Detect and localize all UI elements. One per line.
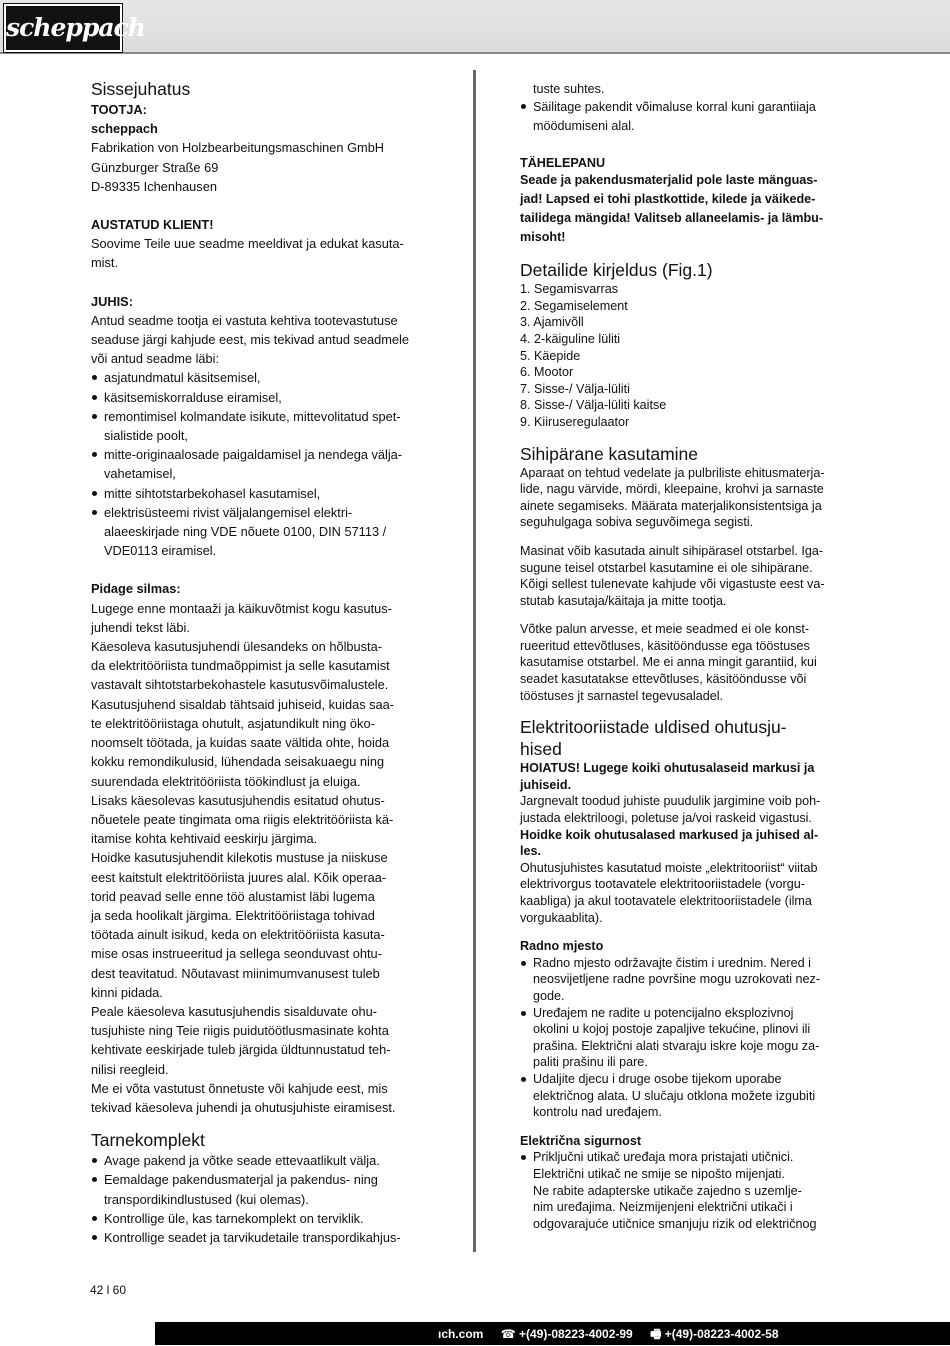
delivery-list — [91, 1151, 436, 1247]
workplace-list — [520, 955, 865, 1121]
note-line: Antud seadme tootja ei vastuta kehtiva tootevastutuse — [91, 312, 398, 328]
safety-keep-bold: Hoidke koik ohutusalased markused ja juhised al- les. — [520, 827, 819, 859]
brand-logo: scheppach — [4, 4, 122, 52]
observe-label: Pidage silmas: — [91, 581, 181, 597]
header-band — [0, 0, 950, 54]
list-item: Eemaldage pakendusmaterjal ja pakendus- ning transpordikindlustused (kui olemas). — [91, 1170, 436, 1208]
list-item: elektrisüsteemi rivist väljalangemisel elektri- alaeeskirjade ning VDE nõuete 0100, DIN 57113 / VDE0113 eiramisel. — [91, 503, 436, 561]
list-item: Avage pakend ja võtke seade ettevaatlikult välja. — [91, 1151, 436, 1170]
intended-paragraph: Masinat võib kasutada ainult sihipärasel otstarbel. Iga- sugune teisel otstarbel kasutamine ei ole sihipärane. Kõigi sellest tulenevate kahjude või vigastuste eest va- stutab kasutaja/käitaja ja mitte tootja. — [520, 543, 825, 608]
section-title-intended-use: Sihipärane kasutamine — [520, 443, 699, 464]
section-title-intro: Sissejuhatus — [91, 79, 191, 99]
list-item: 7. Sisse-/ Välja-lüliti — [520, 381, 630, 396]
intended-paragraph: Aparaat on tehtud vedelate ja pulbriliste ehitusmaterja- lide, nagu värvide, mördi, kleepaine, krohvi ja sarnaste ainete segamiseks. Määrata materjalikonsistentsiga ja seguhulgaga sobiva seguvõimega segisti. — [520, 465, 825, 530]
note-line: või antud seadme läbi: — [91, 351, 220, 367]
list-item: 9. Kiiruseregulaator — [520, 414, 630, 429]
manufacturer-name: scheppach — [91, 121, 158, 137]
intended-paragraph: Võtke palun arvesse, et meie seadmed ei ole konst- rueeritud ettevõtluses, käsitööndusse ega tööstuses kasutamise otstarbel. Me ei anna mingit garantiid, kui seadet kasutatakse ettevõtluses, käsitööndusse või tööstuses jt sarnastel tegevusaladel. — [520, 622, 817, 703]
list-item: remontimisel kolmandate isikute, mittevolitatud spet- sialistide poolt, — [91, 407, 436, 445]
page-number: 42 l 60 — [90, 1283, 127, 1297]
note-list — [91, 368, 436, 560]
observe-text: Lugege enne montaaži ja käikuvõtmist kogu kasutus- juhendi tekst läbi. Käesoleva kasutusjuhendi ülesandeks on hõlbusta- da elektritööriista tundmaõppimist ja selle kasutamist vastavalt sihtotstarbekohastele kasutusvõimalustele. Kasutusjuhend sisaldab tähtsaid juhiseid, kuidas saa- te elektritööriistaga ohutult, asjatundikult ning öko- noomselt töötada, ja kuidas saate vältida ohte, hoida kokku remondikulusid, lühendada seisakuaegu ning suurendada elektritööriista töökindlust ja eluiga. Lisaks käesolevas kasutusjuhendis esitatud ohutus- nõuetele peate tingimata oma riigis elektritööriista kä- itamise kohta kehtivaid eeskirju järgima. Hoidke kasutusjuhendit kilekotis mustuse ja niiskuse eest kaitstult elektritööriista juures alal. Kõik operaa- torid peavad selle enne töö alustamist läbi lugema ja seda hoolikalt järgima. Elektritööriistaga tohivad töötada ainult isikud, keda on elektritööriista kasuta- mise osas instrueeritud ja sellega seonduvast ohtu- dest teavitatud. Nõutavast miinimumvanusest tuleb kinni pidada. Peale käesoleva kasutusjuhendis sisalduvate ohu- tusjuhiste ning Teie riigis puidutöötlusmasinate kohta kehtivate eeskirjade tuleb järgida üldtunnustatud teh- nilisi reegleid. Me ei võta vastutust õnnetuste või kahjude eest, mis tekivad käesoleva juhendi ja ohutusjuhiste eiramisest. — [91, 600, 396, 1115]
dear-text-line: Soovime Teile uue seadme meeldivat ja edukat kasuta- — [91, 236, 404, 252]
footer-fax: 🖷 +(49)-08223-4002-58 — [650, 1327, 779, 1341]
list-item: 6. Mootor — [520, 365, 574, 380]
list-item: 8. Sisse-/ Välja-lüliti kaitse — [520, 398, 667, 413]
list-item: 3. Ajamivõll — [520, 315, 584, 330]
list-item: asjatundmatul käsitsemisel, — [91, 368, 436, 387]
list-item: Priključni utikač uređaja mora pristajati utičnici. Električni utikač ne smije se nipošto mijenjati. Ne rabite adapterske utikače zajedno s uzemlje- nim uređajima. Neizmijenjeni električni utikači i odgovarajuće utičnice smanjuju rizik od električnog — [520, 1149, 865, 1232]
safety-warning-bold: HOIATUS! Lugege koiki ohutusalaseid markusi ja juhiseid. — [520, 761, 815, 792]
section-title-safety: Elektritooriistade uldised ohutusju- hised — [520, 717, 787, 760]
delivery-list-cont — [520, 98, 865, 136]
attention-text: Seade ja pakendusmaterjalid pole laste mänguas- jad! Lapsed ei tohi plastkottide, kilede ja väikede- tailidega mängida! Valitseb allaneelamis- ja lämbu- misoht! — [520, 173, 824, 245]
safety-term-text: Ohutusjuhistes kasutatud moiste „elektritooriist“ viitab elektrivorgus tootavatele elektritooriistadele (vorgu- kaabliga) ja akul tootavatele elektritooriistadele (ilma vorgukaablita). — [520, 860, 818, 925]
list-item: Säilitage pakendit võimaluse korral kuni garantiiaja möödumiseni alal. — [520, 98, 865, 136]
dear-customer-label: AUSTATUD KLIENT! — [91, 217, 214, 233]
list-item: 1. Segamisvarras — [520, 282, 618, 297]
list-item: Uređajem ne radite u potencijalno eksplozivnoj okolini u kojoj postoje zapaljive tekućine, plinovi ili prašina. Električni alati stvaraju iskre koje mogu za- paliti prašinu ili pare. — [520, 1005, 865, 1071]
footer-website: ıch.com — [438, 1327, 484, 1341]
list-item: Udaljite djecu i druge osobe tijekom uporabe električnog alata. U slučaju otklona možete izgubiti kontrolu nad uređajem. — [520, 1071, 865, 1121]
continued-line: tuste suhtes. — [533, 82, 605, 96]
list-item: mitte sihtotstarbekohasel kasutamisel, — [91, 484, 436, 503]
electrical-list — [520, 1149, 865, 1232]
address-line: Fabrikation von Holzbearbeitungsmaschinen GmbH — [91, 140, 385, 156]
list-item: 4. 2-käiguline lüliti — [520, 331, 621, 346]
right-column — [520, 81, 865, 1232]
footer-bar — [0, 1322, 950, 1345]
section-title-delivery: Tarnekomplekt — [91, 1130, 205, 1151]
list-item: 2. Segamiselement — [520, 298, 628, 313]
address-line: Günzburger Straße 69 — [91, 159, 219, 175]
electrical-safety-label: Električna sigurnost — [520, 1133, 642, 1148]
footer-contact — [438, 1325, 793, 1346]
list-item: 5. Käepide — [520, 348, 581, 363]
list-item: Radno mjesto održavajte čistim i urednim. Nered i neosvijetljene radne površine mogu uzrokovati nez- gode. — [520, 955, 865, 1005]
section-title-details: Detailide kirjeldus (Fig.1) — [520, 260, 713, 281]
left-column — [91, 78, 436, 1247]
workplace-label: Radno mjesto — [520, 939, 604, 954]
address-line: D-89335 Ichenhausen — [91, 178, 217, 194]
note-line: seaduse järgi kahjude eest, mis tekivad antud seadmele — [91, 332, 409, 348]
safety-warning-text: Jargnevalt toodud juhiste puudulik jargimine voib poh- justada elektriloogi, poletuse ja/voi raskeid vigastusi. — [520, 794, 821, 826]
footer-white-block — [0, 1322, 155, 1345]
details-list — [520, 281, 865, 430]
attention-label: TÄHELEPANU — [520, 155, 606, 170]
dear-text-line: mist. — [91, 255, 119, 271]
note-label: JUHIS: — [91, 293, 133, 309]
manufacturer-label: TOOTJA: — [91, 102, 147, 117]
column-divider — [473, 70, 476, 1252]
list-item: Kontrollige seadet ja tarvikudetaile transpordikahjus- — [91, 1228, 436, 1247]
list-item: mitte-originaalosade paigaldamisel ja nendega välja- vahetamisel, — [91, 445, 436, 483]
list-item: Kontrollige üle, kas tarnekomplekt on terviklik. — [91, 1209, 436, 1228]
footer-phone: ☎ +(49)-08223-4002-99 — [500, 1327, 633, 1341]
list-item: käsitsemiskorralduse eiramisel, — [91, 388, 436, 407]
